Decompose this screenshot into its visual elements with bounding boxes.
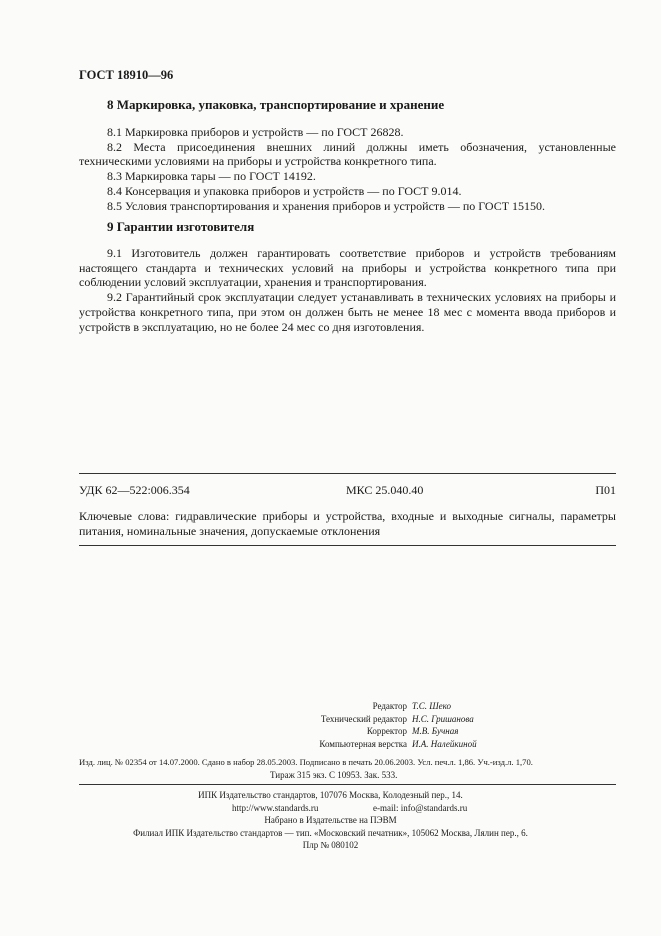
publisher-license: Плр № 080102 [302,840,359,850]
layout-name: И.А. Налейкиной [412,738,477,749]
imprint-line-2: Тираж 315 экз. С 10953. Зак. 533. [270,769,398,780]
udk-code: УДК 62—522:006.354 [79,483,190,497]
keywords: Ключевые слова: гидравлические приборы и устройства, входные и выходные сигналы, параметры питания, номинальные значения, допускаемые отклонения [79,509,616,538]
editor-name: Т.С. Шеко [412,701,451,711]
divider-top [79,473,616,474]
paragraph-8-3: 8.3 Маркировка тары — по ГОСТ 14192. [107,169,316,184]
section-8-title: 8 Маркировка, упаковка, транспортирование и хранение [107,97,445,112]
paragraph-9-2: 9.2 Гарантийный срок эксплуатации следует устанавливать в технических условиях на приборы и устройства конкретного типа, при этом он должен быть не менее 18 мес с момента ввода приборов и устройств в эксплуатацию, но не более 24 мес со дня изготовления. [79,290,616,334]
divider-imprint [79,784,616,785]
section-8-body [79,125,616,213]
section-9-body [79,246,616,334]
standard-header: ГОСТ 18910—96 [79,68,174,82]
tech-editor-label: Технический редактор [320,713,407,724]
layout-label: Компьютерная верстка [319,738,407,749]
paragraph-8-2: 8.2 Места присоединения внешних линий должны иметь обозначения, установленные техническими условиями на приборы и устройства конкретного типа. [79,139,616,169]
publisher-address: ИПК Издательство стандартов, 107076 Москва, Колодезный пер., 14. [198,790,463,800]
section-9-title: 9 Гарантии изготовителя [107,219,255,234]
publisher-branch: Филиал ИПК Издательство стандартов — тип. «Московский печатник», 105062 Москва, Лялин пер., 6. [133,827,528,838]
publisher-typeset: Набрано в Издательстве на ПЭВМ [264,815,397,825]
publisher-email: e-mail: info@standards.ru [373,802,468,813]
publisher-web: http://www.standards.ru [232,802,319,813]
corrector-label: Корректор [366,726,407,736]
imprint-line-1: Изд. лиц. № 02354 от 14.07.2000. Сдано в набор 28.05.2003. Подписано в печать 20.06.2003. Усл. печ.л. 1,86. Уч.-изд.л. 1,70. [79,757,533,767]
paragraph-9-1: 9.1 Изготовитель должен гарантировать соответствие приборов и устройств требованиям настоящего стандарта и технических условий на приборы и устройства конкретного типа при соблюдении условий эксплуатации, хранения и транспортирования. [79,246,616,290]
mks-code: МКС 25.040.40 [346,483,424,497]
divider-bottom [79,545,616,546]
group-code: П01 [595,483,616,497]
editor-label: Редактор [372,701,407,711]
paragraph-8-4: 8.4 Консервация и упаковка приборов и устройств — по ГОСТ 9.014. [107,183,462,198]
paragraph-8-1: 8.1 Маркировка приборов и устройств — по ГОСТ 26828. [107,125,404,139]
tech-editor-name: Н.С. Гришанова [412,713,474,724]
paragraph-8-5: 8.5 Условия транспортирования и хранения приборов и устройств — по ГОСТ 15150. [107,198,546,213]
corrector-name: М.В. Бучная [412,726,459,736]
